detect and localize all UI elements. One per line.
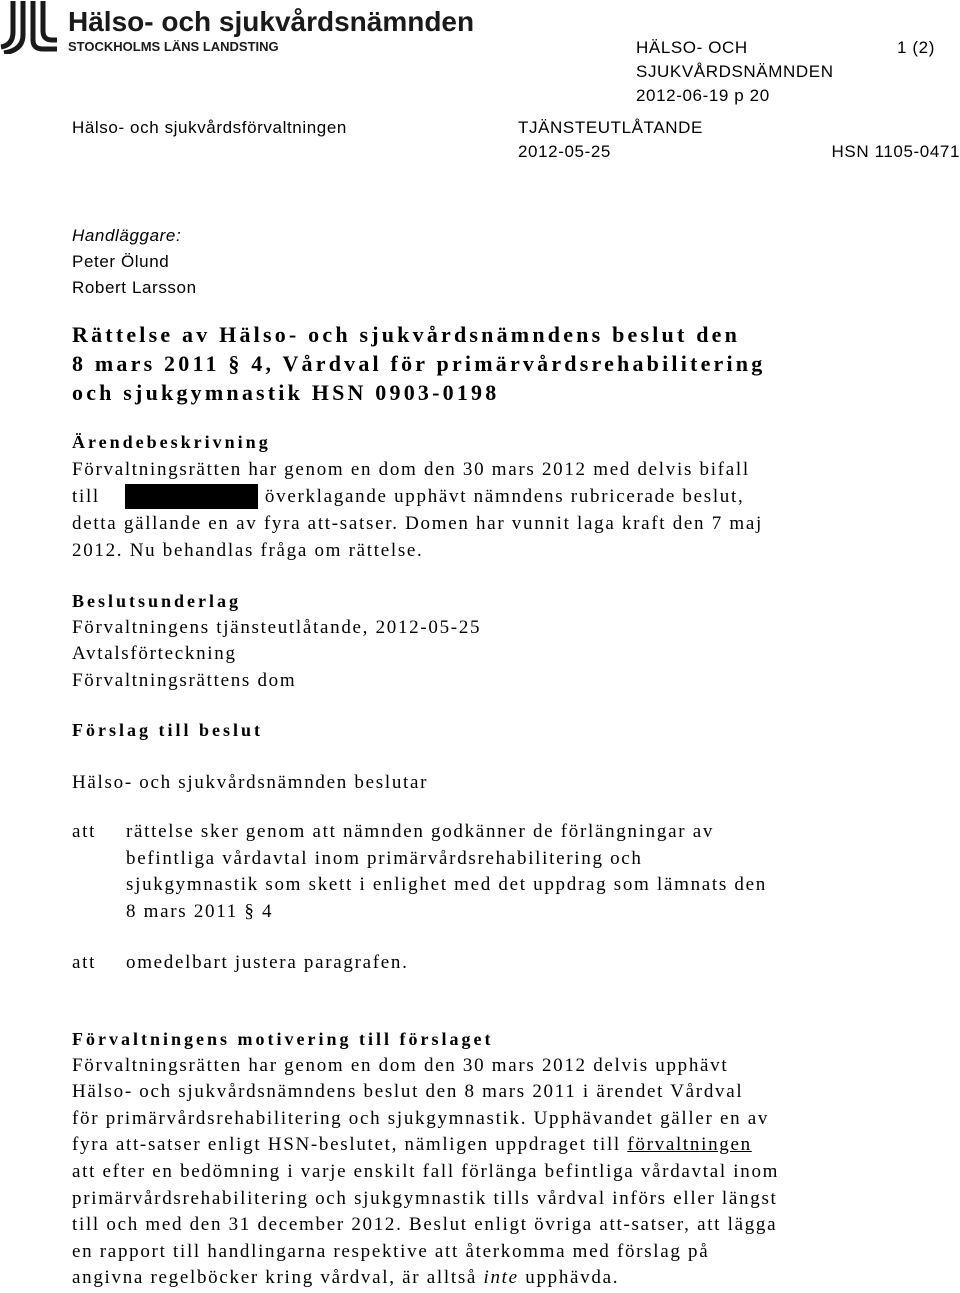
basis-item: Avtalsförteckning [72,643,237,664]
paragraph-line: en rapport till handlingarna respektive att återkomma med förslag på [72,1240,710,1262]
title-line: 8 mars 2011 § 4, Vårdval för primärvårdsrehabilitering [72,351,766,376]
clause-text [126,819,767,926]
basis-item: Förvaltningsrättens dom [72,669,297,691]
case-description [72,429,763,564]
text-segment: angivna regelböcker kring vårdval, är alltså [72,1267,484,1289]
emphasis-text: inte [483,1267,519,1289]
text-segment: upphävda. [518,1267,620,1289]
meeting-date: 2012-06-19 p 20 [636,86,770,105]
paragraph-line: 2012. Nu behandlas fråga om rättelse. [72,540,424,561]
document-reference: HSN 1105-0471 [831,142,960,161]
handlers [72,223,197,301]
clause-label: att [72,952,97,973]
paragraph-line: Förvaltningsrätten har genom en dom den 30 mars 2012 med delvis bifall [72,459,750,480]
paragraph-line: Förvaltningsrätten har genom en dom den 30 mars 2012 delvis upphävt [72,1054,729,1076]
meeting-body-line: HÄLSO- OCH [636,38,748,57]
underlined-text: förvaltningen [627,1134,752,1156]
paragraph-line [72,1265,779,1292]
clause-line: befintliga vårdavtal inom primärvårdsrehabilitering och [126,847,643,869]
document-type: TJÄNSTEUTLÅTANDE [518,118,703,137]
title-line: och sjukgymnastik HSN 0903-0198 [72,380,500,405]
paragraph-line: för primärvårdsrehabilitering och sjukgymnastik. Upphävandet gäller en av [72,1107,770,1129]
clause-label: att [72,821,97,842]
letterhead-name: Hälso- och sjukvårdsnämnden [68,6,475,37]
department: Hälso- och sjukvårdsförvaltningen [72,118,347,137]
document-meta [518,116,703,164]
title-line: Rättelse av Hälso- och sjukvårdsnämndens beslut den [72,322,741,347]
handlers-label: Handläggare: [72,226,182,245]
page-number: 1 (2) [897,38,935,57]
motivation [72,1026,779,1292]
document-title [72,320,765,407]
paragraph-line: detta gällande en av fyra att-satser. Domen har vunnit laga kraft den 7 maj [72,513,763,534]
document-date: 2012-05-25 [518,142,611,161]
paragraph-line [72,483,763,510]
text-segment: överklagande upphävt nämndens rubricerade beslut, [264,486,745,507]
sll-logo-icon [0,0,58,59]
clause-line: 8 mars 2011 § 4 [126,901,274,923]
text-segment: fyra att-satser enligt HSN-beslutet, nämligen uppdraget till [72,1134,628,1156]
clause-text [126,950,409,977]
paragraph-line: till och med den 31 december 2012. Beslut enligt övriga att-satser, att lägga [72,1214,778,1236]
section-heading: Förslag till beslut [72,720,263,740]
section-heading: Ärendebeskrivning [72,432,271,452]
section-heading: Förvaltningens motivering till förslaget [72,1029,494,1049]
handler-name: Robert Larsson [72,278,197,297]
redaction-box [125,484,258,509]
clause-line: rättelse sker genom att nämnden godkänner de förlängningar av [126,821,715,842]
text-segment: till [72,486,100,507]
clause-line: omedelbart justera paragrafen. [126,952,409,973]
clause-line: sjukgymnastik som skett i enlighet med det uppdrag som lämnats den [126,874,767,896]
handler-name: Peter Ölund [72,252,170,271]
proposal-intro: Hälso- och sjukvårdsnämnden beslutar [72,772,429,793]
paragraph-line: att efter en bedömning i varje enskilt fall förlänga befintliga vårdavtal inom [72,1160,780,1182]
paragraph-line: Hälso- och sjukvårdsnämndens beslut den 8 mars 2011 i ärendet Vårdval [72,1081,744,1103]
paragraph-line: primärvårdsrehabilitering och sjukgymnastik tills vårdval införs eller längst [72,1187,778,1209]
basis-item: Förvaltningens tjänsteutlåtande, 2012-05-25 [72,616,482,638]
letterhead-org: STOCKHOLMS LÄNS LANDSTING [68,39,279,54]
decision-basis [72,588,481,694]
section-heading: Beslutsunderlag [72,591,242,611]
paragraph-line [72,1132,779,1159]
meeting-block [636,36,834,108]
meeting-body-line: SJUKVÅRDSNÄMNDEN [636,62,834,81]
